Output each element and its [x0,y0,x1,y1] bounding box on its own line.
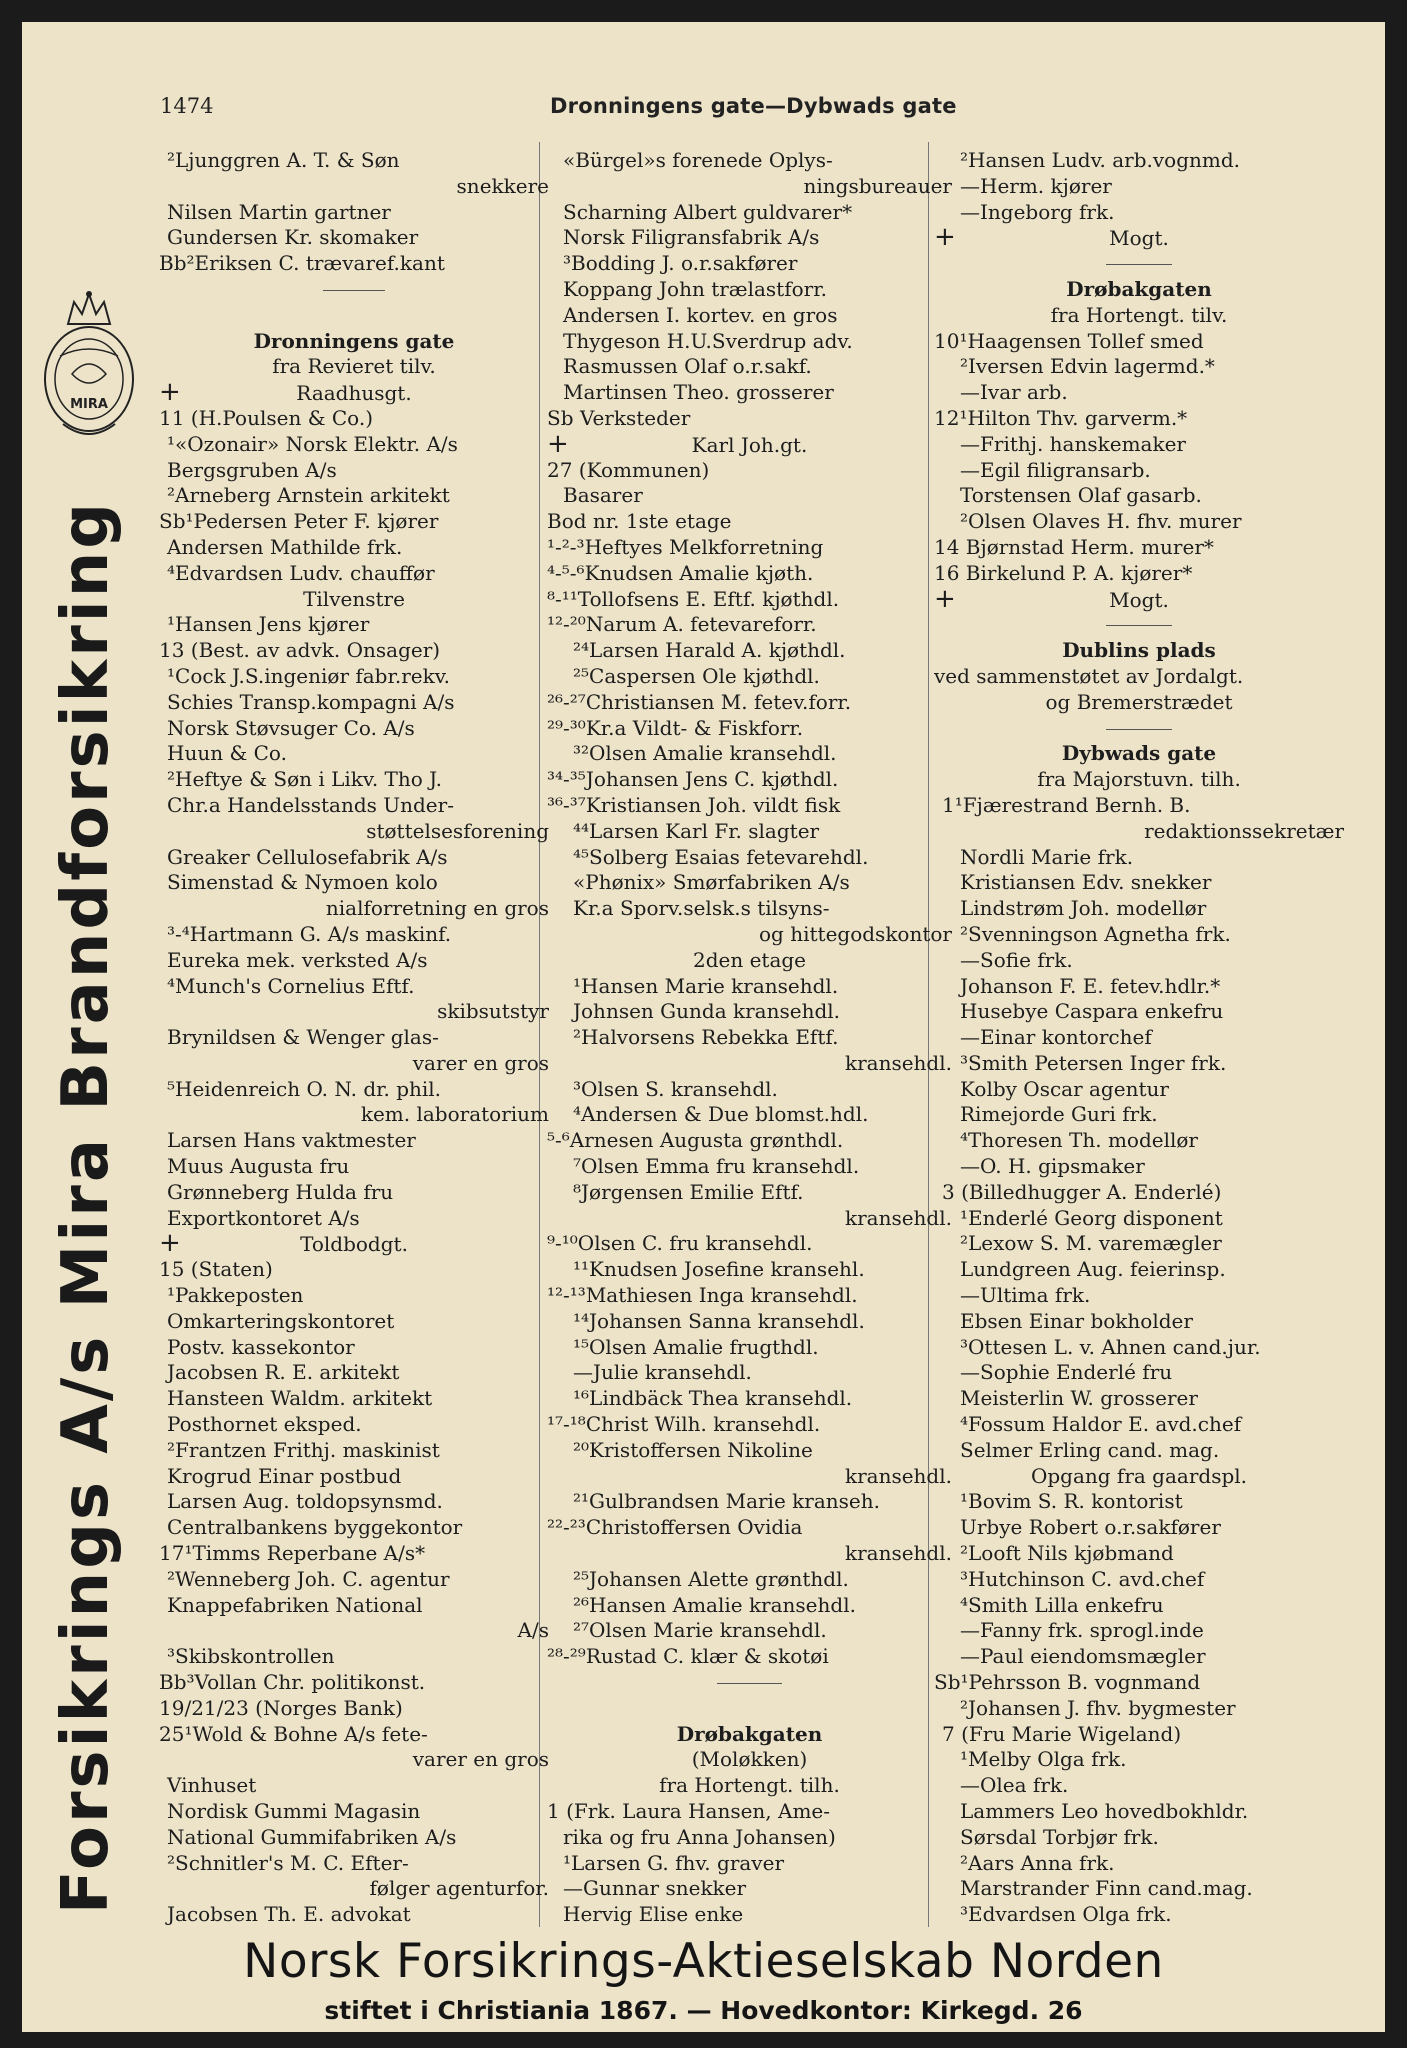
directory-entry: ²Hansen Ludv. arb.vognmd. [960,148,1240,172]
directory-entry: rika og fru Anna Johansen) [563,1824,836,1849]
directory-entry: ¹Hansen Marie kransehdl. [573,973,839,998]
directory-entry: Andersen Mathilde frk. [167,534,403,559]
directory-entry: Krogrud Einar postbud [167,1463,402,1488]
directory-column-3 [934,148,1344,1928]
directory-entry: Sb¹Pehrsson B. vognmand [934,1670,1201,1695]
directory-entry: ²²-²³Christoffersen Ovidia [547,1515,803,1540]
directory-entry: ²⁵Caspersen Ole kjøthdl. [573,663,820,688]
directory-entry [547,432,952,458]
directory-entry: ²Schnitler's M. C. Efter- [167,1850,409,1875]
directory-entry: fra Revieret tilv. [272,354,436,379]
directory-entry: varer en gros [412,1050,549,1075]
directory-entry: ⁴Andersen & Due blomst.hdl. [573,1102,869,1127]
directory-entry: —Egil filigransarb. [960,457,1151,482]
section-rule [934,251,1344,277]
footer-info: stiftet i Christiania 1867. — Hovedkontor: Kirkegd. 26 [324,1996,1083,2025]
directory-entry: ⁴Smith Lilla enkefru [960,1592,1164,1617]
directory-entry: ⁸Jørgensen Emilie Eftf. [573,1179,804,1204]
directory-entry: ¹²-¹³Mathiesen Inga kransehdl. [547,1283,858,1308]
directory-entry: Ebsen Einar bokholder [960,1308,1193,1333]
directory-entry: ¹⁴Johansen Sanna kransehdl. [573,1308,865,1333]
section-rule [934,612,1344,638]
directory-entry: ²Arneberg Arnstein arkitekt [167,483,450,508]
directory-entry: 10¹Haagensen Tollef smed [934,328,1204,353]
directory-entry: ¹²-²⁰Narum A. fetevareforr. [547,612,817,637]
directory-entry: 15 (Staten) [159,1257,273,1282]
directory-entry: ³Smith Petersen Inger frk. [960,1050,1227,1075]
directory-entry: Jacobsen Th. E. advokat [167,1902,411,1927]
directory-entry: ²⁸-²⁹Rustad C. klær & skotøi [547,1644,829,1669]
directory-entry: ⁵Heidenreich O. N. dr. phil. [167,1076,442,1101]
directory-entry: fra Hortengt. tilh. [659,1773,840,1798]
directory-entry: ¹⁷-¹⁸Christ Wilh. kransehdl. [547,1412,821,1437]
directory-entry: —Paul eiendomsmægler [960,1644,1206,1669]
street-heading: Dybwads gate [1061,741,1217,766]
directory-entry: skibsutstyr [437,999,549,1024]
directory-entry: Lundgreen Aug. feierinsp. [960,1257,1226,1282]
directory-entry: —Gunnar snekker [563,1876,747,1901]
directory-entry: ¹¹Knudsen Josefine kransehl. [573,1257,865,1282]
directory-entry: ¹«Ozonair» Norsk Elektr. A/s [167,431,458,456]
directory-entry: Huun & Co. [167,741,287,766]
directory-entry: ³Bodding J. o.r.sakfører [563,251,798,276]
directory-entry: ²⁶-²⁷Christiansen M. fetev.forr. [547,689,852,714]
directory-entry: ²¹Gulbrandsen Marie kranseh. [573,1489,880,1514]
directory-entry: ²Wenneberg Joh. C. agentur [167,1566,450,1591]
directory-entry: Selmer Erling cand. mag. [960,1437,1220,1462]
directory-entry: ⁴Thoresen Th. modellør [960,1128,1198,1153]
directory-entry: 2den etage [692,947,807,972]
directory-entry: Bergsgruben A/s [167,457,337,482]
directory-entry: Opgang fra gaardspl. [1030,1463,1248,1488]
directory-entry: Exportkontoret A/s [167,1205,360,1230]
directory-entry: Marstrander Finn cand.mag. [960,1876,1253,1901]
directory-entry: —Fanny frk. sprogl.inde [960,1618,1204,1643]
cross-street-label: Mogt. [1109,226,1169,251]
directory-entry: 19/21/23 (Norges Bank) [159,1695,403,1720]
directory-entry: A/s [517,1618,549,1643]
directory-entry: og Bremerstrædet [1045,689,1233,714]
directory-entry: 27 (Kommunen) [547,457,710,482]
directory-entry: Grønneberg Hulda fru [167,1179,394,1204]
directory-entry: —Julie kransehdl. [573,1360,752,1385]
directory-entry: Vinhuset [167,1773,257,1798]
directory-entry: Sørsdal Torbjør frk. [960,1824,1159,1849]
directory-entry: ⁴Edvardsen Ludv. chauffør [167,560,435,585]
street-heading: Drøbakgaten [1066,276,1212,301]
directory-entry: ²Aars Anna frk. [960,1850,1115,1875]
directory-entry: ¹Enderlé Georg disponent [960,1205,1223,1230]
directory-entry: 16 Birkelund P. A. kjører* [934,560,1193,585]
directory-entry: Bod nr. 1ste etage [547,509,732,534]
mira-emblem-icon [38,284,140,452]
directory-entry: Hervig Elise enke [563,1902,744,1927]
directory-entry: ³Hutchinson C. avd.chef [960,1566,1205,1591]
directory-entry: ⁸-¹¹Tollofsens E. Eftf. kjøthdl. [547,586,840,611]
cross-street-label: Raadhusgt. [296,381,412,406]
directory-entry: ³⁶-³⁷Kristiansen Joh. vildt fisk [547,792,841,817]
directory-entry: ²⁵Johansen Alette grønthdl. [573,1566,849,1591]
directory-entry: ²⁶Hansen Amalie kransehdl. [573,1592,856,1617]
directory-entry: ¹Melby Olga frk. [960,1747,1127,1772]
directory-entry: varer en gros [412,1747,549,1772]
directory-entry: Hansteen Waldm. arkitekt [167,1386,433,1411]
directory-entry: snekkere [456,173,549,198]
directory-entry: Kr.a Sporv.selsk.s tilsyns- [573,896,830,921]
directory-entry: ⁷Olsen Emma fru kransehdl. [573,1154,860,1179]
directory-entry: 7 (Fru Marie Wigeland) [942,1721,1182,1746]
directory-entry: ³Skibskontrollen [167,1644,335,1669]
directory-entry: «Phønix» Smørfabriken A/s [573,870,850,895]
directory-entry: 11 (H.Poulsen & Co.) [159,405,374,430]
directory-entry: nialforretning en gros [325,896,549,921]
directory-entry: —Olea frk. [960,1773,1069,1798]
section-rule [934,716,1344,742]
directory-entry: Torstensen Olaf gasarb. [960,483,1202,508]
directory-entry: ²Johansen J. fhv. bygmester [960,1695,1236,1720]
directory-entry [159,1231,549,1257]
directory-entry: Andersen I. kortev. en gros [563,302,838,327]
directory-entry: Rasmussen Olaf o.r.sakf. [563,354,812,379]
directory-entry: Bb³Vollan Chr. politikonst. [159,1670,426,1695]
directory-entry: Eureka mek. verksted A/s [167,947,428,972]
directory-entry: 25¹Wold & Bohne A/s fete- [159,1721,428,1746]
directory-entry: Johnsen Gunda kransehdl. [573,999,841,1024]
directory-entry: Scharning Albert guldvarer* [563,199,853,224]
directory-entry: 14 Bjørnstad Herm. murer* [934,534,1214,559]
directory-entry: ²Olsen Olaves H. fhv. murer [960,509,1242,534]
cross-street-label: Karl Joh.gt. [691,432,808,457]
directory-entry: ²Lexow S. M. varemægler [960,1231,1222,1256]
directory-entry [547,1696,952,1722]
directory-entry: Centralbankens byggekontor [167,1515,463,1540]
section-rule [547,1670,952,1696]
directory-entry: Bb²Eriksen C. trævaref.kant [159,251,445,276]
directory-entry: ¹Pakkeposten [167,1283,304,1308]
directory-entry: ³²Olsen Amalie kransehdl. [573,741,837,766]
directory-entry: ²Svenningson Agnetha frk. [960,921,1231,946]
directory-entry: Greaker Cellulosefabrik A/s [167,844,448,869]
directory-entry: 17¹Timms Reperbane A/s* [159,1541,426,1566]
directory-entry: ²Ljunggren A. T. & Søn [167,148,400,172]
page-title: Dronningens gate—Dybwads gate [550,94,957,118]
street-heading: Drøbakgaten [676,1721,823,1746]
directory-entry: 1¹Fjærestrand Bernh. B. [942,792,1191,817]
directory-entry: ²⁰Kristoffersen Nikoline [573,1437,813,1462]
directory-entry: Norsk Filigransfabrik A/s [563,225,820,250]
directory-entry: Kolby Oscar agentur [960,1076,1169,1101]
directory-entry: Lindstrøm Joh. modellør [960,896,1207,921]
directory-entry: ²⁴Larsen Harald A. kjøthdl. [573,638,846,663]
directory-entry: kransehdl. [844,1541,952,1566]
directory-entry: Tilvenstre [303,586,405,611]
cross-street-icon: + [159,380,181,406]
directory-entry: ²⁹-³⁰Kr.a Vildt- & Fiskforr. [547,715,804,740]
directory-entry: kransehdl. [844,1050,952,1075]
directory-entry: Norsk Støvsuger Co. A/s [167,715,415,740]
directory-entry: ²Halvorsens Rebekka Eftf. [573,1025,839,1050]
directory-entry: ⁴-⁵-⁶Knudsen Amalie kjøth. [547,560,814,585]
directory-entry: ⁴Munch's Cornelius Eftf. [167,973,415,998]
cross-street-icon: + [934,225,956,252]
directory-entry: ²Looft Nils kjøbmand [960,1541,1174,1566]
emblem-text: MIRA [70,397,108,412]
directory-entry: ⁴⁵Solberg Esaias fetevarehdl. [573,844,869,869]
directory-entry: ³⁴-³⁵Johansen Jens C. kjøthdl. [547,767,839,792]
directory-entry: ⁹-¹⁰Olsen C. fru kransehdl. [547,1231,813,1256]
directory-entry: ¹Hansen Jens kjører [167,612,370,637]
directory-entry: ⁵-⁶Arnesen Augusta grønthdl. [547,1128,844,1153]
directory-entry: ¹⁶Lindbäck Thea kransehdl. [573,1386,853,1411]
page-number: 1474 [160,94,214,118]
directory-entry: fra Hortengt. tilv. [1050,302,1228,327]
directory-entry: kransehdl. [844,1205,952,1230]
directory-entry: kransehdl. [844,1463,952,1488]
directory-entry: Nordisk Gummi Magasin [167,1799,421,1823]
directory-entry: Rimejorde Guri frk. [960,1102,1158,1127]
directory-page [22,22,1385,2032]
directory-entry: Husebye Caspara enkefru [960,999,1224,1024]
directory-entry: Martinsen Theo. grosserer [563,380,834,405]
cross-street-icon: + [547,431,569,458]
street-heading: Dublins plads [1062,638,1216,663]
street-heading: Dronningens gate [253,328,455,353]
directory-entry: 3 (Billedhugger A. Enderlé) [942,1179,1222,1204]
directory-entry: Knappefabriken National [167,1592,423,1617]
directory-entry: Urbye Robert o.r.sakfører [960,1515,1221,1540]
directory-entry: Kristiansen Edv. snekker [960,870,1212,895]
directory-entry: ¹⁵Olsen Amalie frugthdl. [573,1334,819,1359]
cross-street-icon: + [934,586,956,613]
directory-column-1 [159,148,549,1928]
cross-street-label: Toldbodgt. [300,1232,408,1257]
directory-entry: (Moløkken) [691,1747,808,1772]
directory-entry: Basarer [563,483,643,508]
directory-entry: —Ingeborg frk. [960,199,1115,224]
directory-entry: —Ultima frk. [960,1283,1091,1308]
directory-entry: ³Olsen S. kransehdl. [573,1076,778,1101]
directory-entry: —O. H. gipsmaker [960,1154,1145,1179]
directory-entry: ³Edvardsen Olga frk. [960,1902,1172,1927]
directory-entry: Chr.a Handelsstands Under- [167,792,454,817]
directory-entry: Larsen Hans vaktmester [167,1128,416,1153]
directory-entry: ²⁷Olsen Marie kransehdl. [573,1618,827,1643]
directory-entry: kem. laboratorium [360,1102,549,1127]
directory-entry: ⁴Fossum Haldor E. avd.chef [960,1412,1242,1437]
directory-entry [934,225,1344,251]
directory-entry: —Sophie Enderlé fru [960,1360,1173,1385]
directory-entry: støttelsesforening [366,818,549,843]
directory-entry: ved sammenstøtet av Jordalgt. [934,663,1244,688]
directory-entry: 12¹Hilton Thv. garverm.* [934,405,1188,430]
directory-entry: og hittegodskontor [759,921,952,946]
directory-entry: ³Ottesen L. v. Ahnen cand.jur. [960,1334,1261,1359]
directory-entry: redaktionssekretær [1144,818,1344,843]
directory-entry: Postv. kassekontor [167,1334,355,1359]
directory-entry: Larsen Aug. toldopsynsmd. [167,1489,443,1514]
directory-entry: Meisterlin W. grosserer [960,1386,1198,1411]
directory-entry: National Gummifabriken A/s [167,1824,457,1849]
directory-entry: følger agenturfor. [369,1876,549,1901]
directory-entry [159,380,549,406]
directory-entry: «Bürgel»s forenede Oplys- [563,148,833,172]
directory-entry: Sb Verksteder [547,405,691,430]
directory-entry: ¹-²-³Heftyes Melkforretning [547,534,824,559]
directory-entry: Posthornet eksped. [167,1412,362,1437]
directory-entry: Nordli Marie frk. [960,844,1134,869]
directory-entry: fra Majorstuvn. tilh. [1037,767,1241,792]
section-rule [159,277,549,303]
cross-street-icon: + [159,1231,181,1258]
directory-entry: Omkarteringskontoret [167,1308,395,1333]
directory-entry: —Einar kontorchef [960,1025,1152,1050]
directory-entry: —Sofie frk. [960,947,1073,972]
directory-entry: Gundersen Kr. skomaker [167,225,419,250]
directory-entry [934,587,1344,613]
side-advertisement [49,462,123,1952]
directory-entry: Schies Transp.kompagni A/s [167,689,455,714]
directory-entry: —Ivar arb. [960,380,1068,405]
directory-entry: 13 (Best. av advk. Onsager) [159,638,441,663]
directory-entry: —Frithj. hanskemaker [960,431,1186,456]
directory-entry: ⁴⁴Larsen Karl Fr. slagter [573,818,820,843]
directory-column-2 [547,148,952,1928]
directory-entry: Sb¹Pedersen Peter F. kjører [159,509,439,534]
directory-entry: Simenstad & Nymoen kolo [167,870,438,895]
directory-entry: Muus Augusta fru [167,1154,350,1179]
directory-entry: Lammers Leo hovedbokhldr. [960,1799,1249,1823]
directory-entry: ²Iversen Edvin lagermd.* [960,354,1215,379]
directory-entry: ¹Cock J.S.ingeniør fabr.rekv. [167,663,451,688]
directory-entry: ²Heftye & Søn i Likv. Tho J. [167,767,442,792]
directory-entry: ³-⁴Hartmann G. A/s maskinf. [167,921,452,946]
directory-entry: 1 (Frk. Laura Hansen, Ame- [547,1799,831,1823]
directory-entry: ¹Bovim S. R. kontorist [960,1489,1183,1514]
directory-entry: —Herm. kjører [960,173,1112,198]
side-ad-text: Forsikrings A/s Mira Brandforsikring [49,499,123,1915]
directory-entry: ²Frantzen Frithj. maskinist [167,1437,440,1462]
directory-entry: Thygeson H.U.Sverdrup adv. [563,328,853,353]
directory-entry: Johanson F. E. fetev.hdlr.* [960,973,1221,998]
footer-company: Norsk Forsikrings-Aktieselskab Norden [243,1934,1164,1989]
directory-entry: Brynildsen & Wenger glas- [167,1025,439,1050]
directory-entry: Nilsen Martin gartner [167,199,391,224]
directory-entry [159,303,549,329]
cross-street-label: Mogt. [1109,587,1169,612]
directory-entry: ningsbureauer [803,173,952,198]
directory-entry: Koppang John trælastforr. [563,276,827,301]
directory-entry: Jacobsen R. E. arkitekt [167,1360,400,1385]
directory-entry: ¹Larsen G. fhv. graver [563,1850,785,1875]
